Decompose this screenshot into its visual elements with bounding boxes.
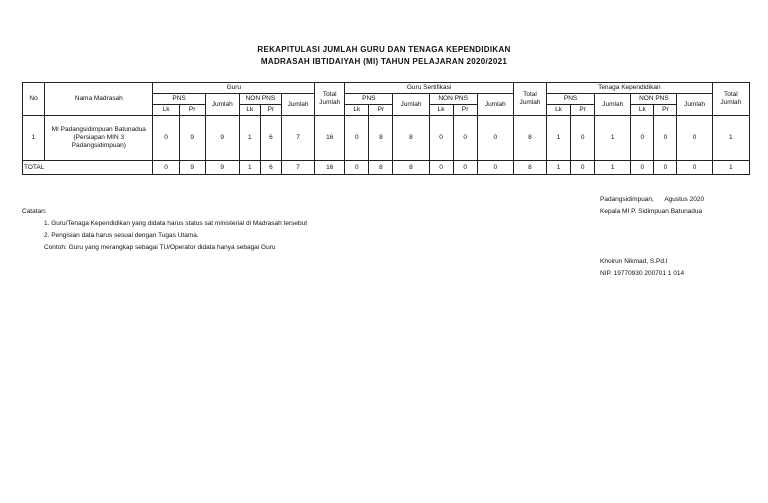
signature-place-date: Padangsidimpuan, Agustus 2020 bbox=[600, 196, 705, 203]
guru-pns-lk: Lk bbox=[153, 105, 179, 116]
title-line-1: REKAPITULASI JUMLAH GURU DAN TENAGA KEPENDIDIKAN bbox=[257, 45, 511, 54]
guru-pns-jumlah: Jumlah bbox=[205, 94, 239, 116]
document-title bbox=[0, 44, 768, 68]
total-cell: 1 bbox=[547, 161, 571, 175]
cell: 8 bbox=[513, 116, 546, 161]
header-guru: Guru bbox=[153, 83, 315, 94]
cell: 0 bbox=[477, 116, 513, 161]
cell: 0 bbox=[654, 116, 677, 161]
signature-position: Kepala MI P. Sidimpuan Batunadua bbox=[600, 208, 703, 215]
sertifikasi-pns-lk: Lk bbox=[345, 105, 369, 116]
sertifikasi-non-pns-jumlah: Jumlah bbox=[477, 94, 513, 116]
cell: 1 bbox=[595, 116, 631, 161]
total-cell: 8 bbox=[393, 161, 429, 175]
total-cell: 9 bbox=[179, 161, 205, 175]
row-madrasah: MI Padangsidimpuan Batunadua (Persiapan MIN 3 Padangsidimpuan) bbox=[45, 116, 153, 161]
total-cell: 0 bbox=[345, 161, 369, 175]
sertifikasi-non-pns-lk: Lk bbox=[429, 105, 453, 116]
notes-heading: Catatan: bbox=[22, 208, 47, 215]
total-cell: 0 bbox=[677, 161, 712, 175]
total-cell: 0 bbox=[153, 161, 179, 175]
cell: 9 bbox=[205, 116, 239, 161]
signature-name: Khoirun Nikmad, S.Pd.I bbox=[600, 258, 668, 265]
total-cell: 16 bbox=[315, 161, 345, 175]
total-cell: 0 bbox=[477, 161, 513, 175]
header-guru-total: Total Jumlah bbox=[315, 83, 345, 116]
guru-non-pns-lk: Lk bbox=[239, 105, 260, 116]
header-guru-sertifikasi: Guru Sertifikasi bbox=[345, 83, 514, 94]
sertifikasi-non-pns-pr: Pr bbox=[453, 105, 477, 116]
sertifikasi-pns: PNS bbox=[345, 94, 393, 105]
header-sertifikasi-total: Total Jumlah bbox=[513, 83, 546, 116]
cell: 16 bbox=[315, 116, 345, 161]
cell: 0 bbox=[677, 116, 712, 161]
cell: 0 bbox=[571, 116, 595, 161]
guru-non-pns: NON PNS bbox=[239, 94, 281, 105]
header-madrasah: Nama Madrasah bbox=[45, 83, 153, 116]
cell: 7 bbox=[281, 116, 314, 161]
row-no: 1 bbox=[23, 116, 45, 161]
total-label: TOTAL bbox=[23, 161, 153, 175]
sertifikasi-non-pns: NON PNS bbox=[429, 94, 477, 105]
guru-pns: PNS bbox=[153, 94, 205, 105]
total-cell: 7 bbox=[281, 161, 314, 175]
cell: 6 bbox=[260, 116, 281, 161]
signature-block bbox=[600, 194, 704, 280]
sertifikasi-pns-jumlah: Jumlah bbox=[393, 94, 429, 116]
total-cell: 0 bbox=[429, 161, 453, 175]
tenaga-non-pns-jumlah: Jumlah bbox=[677, 94, 712, 116]
tenaga-non-pns-lk: Lk bbox=[631, 105, 654, 116]
total-cell: 9 bbox=[205, 161, 239, 175]
tenaga-non-pns: NON PNS bbox=[631, 94, 677, 105]
total-cell: 6 bbox=[260, 161, 281, 175]
total-cell: 1 bbox=[595, 161, 631, 175]
note-item: Contoh: Guru yang merangkap sebagai TU/Operator didata hanya sebagai Guru bbox=[44, 244, 276, 251]
total-cell: 8 bbox=[513, 161, 546, 175]
table-row bbox=[23, 116, 750, 161]
cell: 0 bbox=[429, 116, 453, 161]
cell: 1 bbox=[239, 116, 260, 161]
cell: 0 bbox=[345, 116, 369, 161]
cell: 8 bbox=[393, 116, 429, 161]
signature-nip: NIP. 19770930 200701 1 014 bbox=[600, 270, 685, 277]
guru-non-pns-pr: Pr bbox=[260, 105, 281, 116]
tenaga-pns-lk: Lk bbox=[547, 105, 571, 116]
note-item: 1. Guru/Tenaga Kependidikan yang didata harus status sat ministerial di Madrasah tersebut bbox=[44, 220, 308, 227]
cell: 0 bbox=[631, 116, 654, 161]
total-cell: 1 bbox=[239, 161, 260, 175]
cell: 0 bbox=[153, 116, 179, 161]
cell: 9 bbox=[179, 116, 205, 161]
header-tenaga-total: Total Jumlah bbox=[712, 83, 749, 116]
tenaga-pns: PNS bbox=[547, 94, 595, 105]
sertifikasi-pns-pr: Pr bbox=[369, 105, 393, 116]
total-cell: 0 bbox=[453, 161, 477, 175]
cell: 1 bbox=[712, 116, 749, 161]
note-item: 2. Pengisian data harus sesuai dengan Tugas Utama. bbox=[44, 232, 199, 239]
recap-table bbox=[22, 82, 750, 175]
header-no: No bbox=[23, 83, 45, 116]
total-cell: 1 bbox=[712, 161, 749, 175]
total-cell: 0 bbox=[631, 161, 654, 175]
tenaga-pns-pr: Pr bbox=[571, 105, 595, 116]
total-cell: 8 bbox=[369, 161, 393, 175]
total-cell: 0 bbox=[654, 161, 677, 175]
cell: 1 bbox=[547, 116, 571, 161]
header-tenaga: Tenaga Kependidikan bbox=[547, 83, 713, 94]
total-cell: 0 bbox=[571, 161, 595, 175]
guru-non-pns-jumlah: Jumlah bbox=[281, 94, 314, 116]
guru-pns-pr: Pr bbox=[179, 105, 205, 116]
title-line-2: MADRASAH IBTIDAIYAH (MI) TAHUN PELAJARAN 2020/2021 bbox=[260, 57, 508, 66]
notes bbox=[22, 206, 307, 254]
cell: 0 bbox=[453, 116, 477, 161]
cell: 8 bbox=[369, 116, 393, 161]
tenaga-pns-jumlah: Jumlah bbox=[595, 94, 631, 116]
total-row bbox=[23, 161, 750, 175]
tenaga-non-pns-pr: Pr bbox=[654, 105, 677, 116]
